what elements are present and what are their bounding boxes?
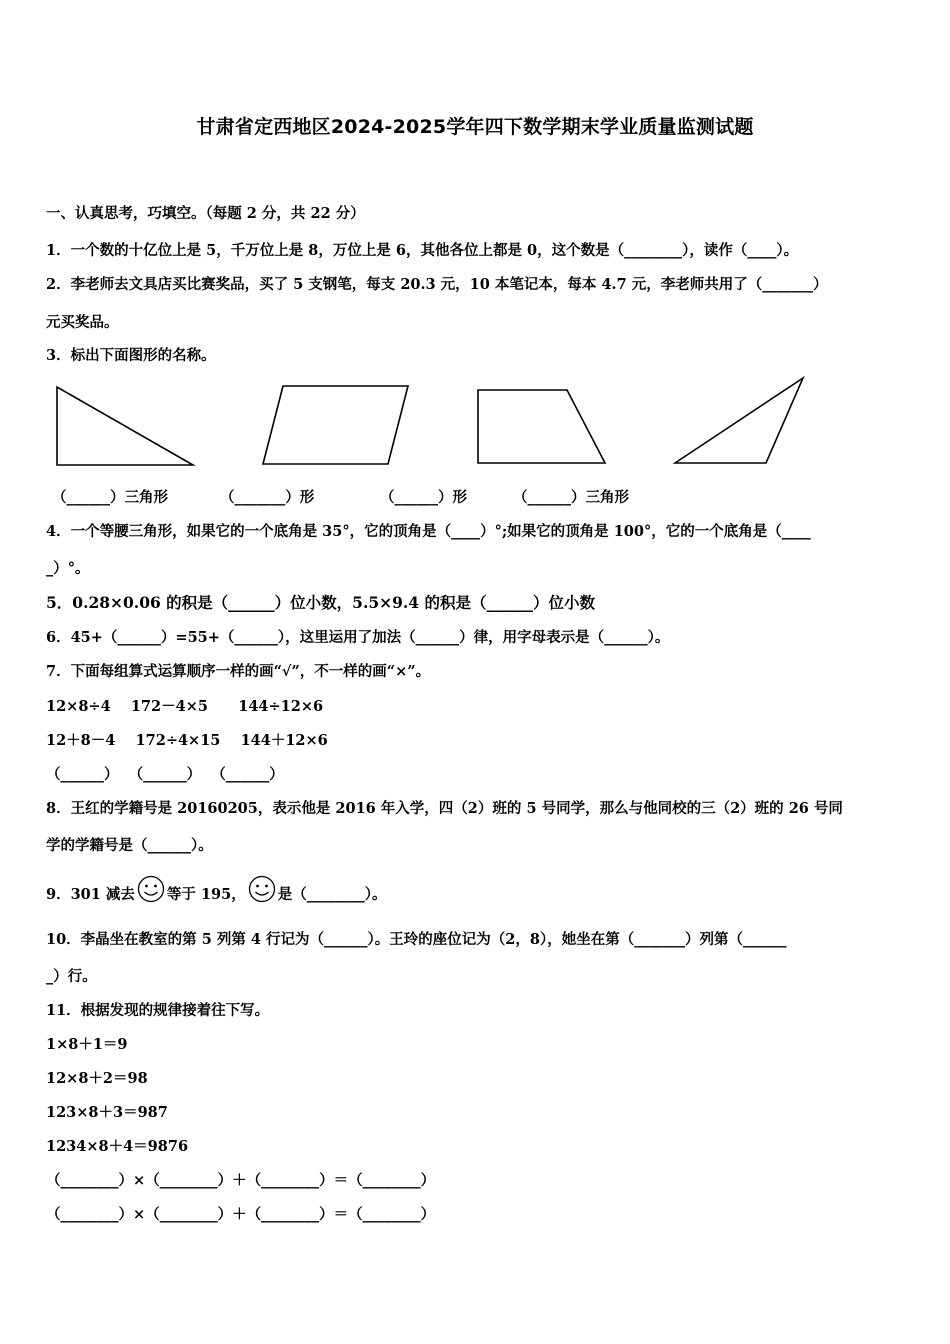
question-8-line-2: 学的学籍号是（______）。: [46, 837, 213, 854]
obtuse-triangle-figure: [675, 378, 803, 463]
question-4-line-1: 4．一个等腰三角形，如果它的一个底角是 35°，它的顶角是（____）°;如果它的顶角是 100°，它的一个底角是（____: [46, 523, 811, 540]
smiley-face-icon: [246, 875, 278, 905]
question-7-answer-blanks: （______） （______） （______）: [46, 766, 284, 783]
question-7: 7．下面每组算式运算顺序一样的画“√”，不一样的画“×”。: [46, 663, 431, 680]
question-1: 1．一个数的十亿位上是 5，千万位上是 8，万位上是 6，其他各位上都是 0，这个数是（________），读作（____）。: [46, 242, 799, 259]
section-heading: 一、认真思考，巧填空。（每题 2 分，共 22 分）: [46, 205, 365, 222]
question-9: [46, 875, 386, 905]
figure-label-1: （______）三角形: [52, 489, 168, 506]
smiley-face-icon: [135, 875, 167, 905]
question-8-line-1: 8．王红的学籍号是 20160205，表示他是 2016 年入学，四（2）班的 5 号同学，那么与他同校的三（2）班的 26 号同: [46, 800, 843, 817]
question-7-row-2: 12＋8－4 172÷4×15 144＋12×6: [46, 732, 328, 749]
pattern-answer-blank-2: （________）×（________）＋（________）＝（________）: [46, 1206, 436, 1223]
question-2-line-2: 元买奖品。: [46, 314, 119, 331]
pattern-line-2: 12×8＋2＝98: [46, 1070, 148, 1087]
question-10-line-2: _）行。: [46, 968, 97, 985]
trapezoid-figure: [478, 390, 605, 463]
pattern-line-3: 123×8＋3＝987: [46, 1104, 168, 1121]
question-7-row-1: 12×8÷4 172－4×5 144÷12×6: [46, 698, 324, 715]
question-5: 5．0.28×0.06 的积是（______）位小数，5.5×9.4 的积是（______）位小数: [46, 593, 595, 612]
question-11: 11．根据发现的规律接着往下写。: [46, 1002, 270, 1019]
question-10-line-1: 10．李晶坐在教室的第 5 列第 4 行记为（______）。王玲的座位记为（2，8），她坐在第（_______）列第（______: [46, 931, 787, 948]
parallelogram-figure: [263, 386, 408, 464]
figure-label-3: （______）形: [380, 489, 467, 506]
question-4-line-2: _）°。: [46, 560, 90, 577]
question-9-part-2: 等于 195，: [166, 886, 246, 903]
question-9-part-3: 是（________）。: [277, 886, 387, 903]
question-6: 6．45+（______）=55+（______），这里运用了加法（______）律，用字母表示是（______）。: [46, 629, 670, 646]
page-title: 甘肃省定西地区2024-2025学年四下数学期末学业质量监测试题: [196, 116, 754, 138]
question-9-part-1: 9．301 减去: [46, 886, 135, 903]
pattern-line-4: 1234×8＋4＝9876: [46, 1138, 189, 1155]
pattern-answer-blank-1: （________）×（________）＋（________）＝（________）: [46, 1172, 436, 1189]
figure-label-4: （______）三角形: [513, 489, 629, 506]
right-triangle-figure: [57, 387, 193, 465]
figure-label-2: （_______）形: [220, 489, 315, 506]
question-3: 3．标出下面图形的名称。: [46, 347, 216, 364]
pattern-line-1: 1×8＋1＝9: [46, 1036, 128, 1053]
question-2-line-1: 2．李老师去文具店买比赛奖品，买了 5 支钢笔，每支 20.3 元，10 本笔记本，每本 4.7 元，李老师共用了（_______）: [46, 276, 828, 293]
